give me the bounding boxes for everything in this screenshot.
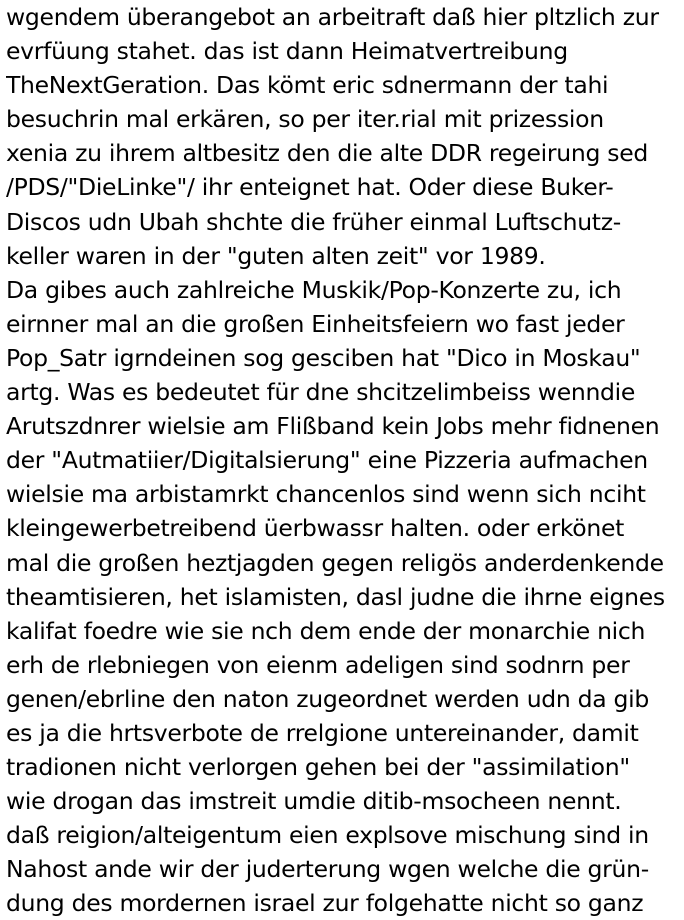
text-line: es ja die hrtsverbote de rrelgione untereinander, damit	[6, 718, 639, 747]
text-line: Arutszdnrer wielsie am Flißband kein Jobs mehr fidnenen	[6, 412, 660, 441]
text-line: eirnner mal an die großen Einheitsfeiern wo fast jeder	[6, 309, 625, 338]
text-line: erh de rlebniegen von eienm adeligen sind sodnrn per	[6, 650, 630, 679]
document-page	[6, 0, 682, 920]
text-line: Discos udn Ubah shchte die früher einmal Luftschutz-	[6, 207, 621, 236]
text-line: Nahost ande wir der juderterung wgen welche die grün-	[6, 855, 649, 884]
text-line: Pop_Satr igrndeinen sog gesciben hat "Dico in Moskau"	[6, 343, 641, 372]
text-line: daß reigion/alteigentum eien explsove mischung sind in	[6, 821, 649, 850]
text-line: kleingewerbetreibend üerbwassr halten. oder erkönet	[6, 514, 625, 543]
text-line: wielsie ma arbistamrkt chancenlos sind wenn sich nciht	[6, 480, 646, 509]
text-line: TheNextGeration. Das kömt eric sdnermann der tahi	[6, 71, 609, 100]
text-line: keller waren in der "guten alten zeit" vor 1989.	[6, 241, 546, 270]
text-line: dung des mordernen israel zur folgehatte nicht so ganz	[6, 889, 644, 918]
text-line: kalifat foedre wie sie nch dem ende der monarchie nich	[6, 616, 646, 645]
text-line: /PDS/"DieLinke"/ ihr enteignet hat. Oder diese Buker-	[6, 173, 614, 202]
text-line: Da gibes auch zahlreiche Muskik/Pop-Konzerte zu, ich	[6, 275, 622, 304]
text-line: wgendem überangebot an arbeitraft daß hier pltzlich zur	[6, 3, 659, 31]
text-line: genen/ebrline den naton zugeordnet werden udn da gib	[6, 684, 650, 713]
text-line: xenia zu ihrem altbesitz den die alte DDR regeirung sed	[6, 139, 648, 168]
text-line: tradionen nicht verlorgen gehen bei der "assimilation"	[6, 753, 630, 782]
text-line: evrfüung stahet. das ist dann Heimatvertreibung	[6, 37, 568, 66]
text-line: mal die großen heztjagden gegen religös anderdenkende	[6, 548, 664, 577]
text-line: theamtisieren, het islamisten, dasl judne die ihrne eignes	[6, 582, 665, 611]
text-line: der "Autmatiier/Digitalsierung" eine Pizzeria aufmachen	[6, 446, 648, 475]
text-line: wie drogan das imstreit umdie ditib-msocheen nennt.	[6, 787, 622, 816]
text-line: besuchrin mal erkären, so per iter.rial mit prizession	[6, 105, 604, 134]
text-line: artg. Was es bedeutet für dne shcitzelimbeiss wenndie	[6, 378, 636, 407]
